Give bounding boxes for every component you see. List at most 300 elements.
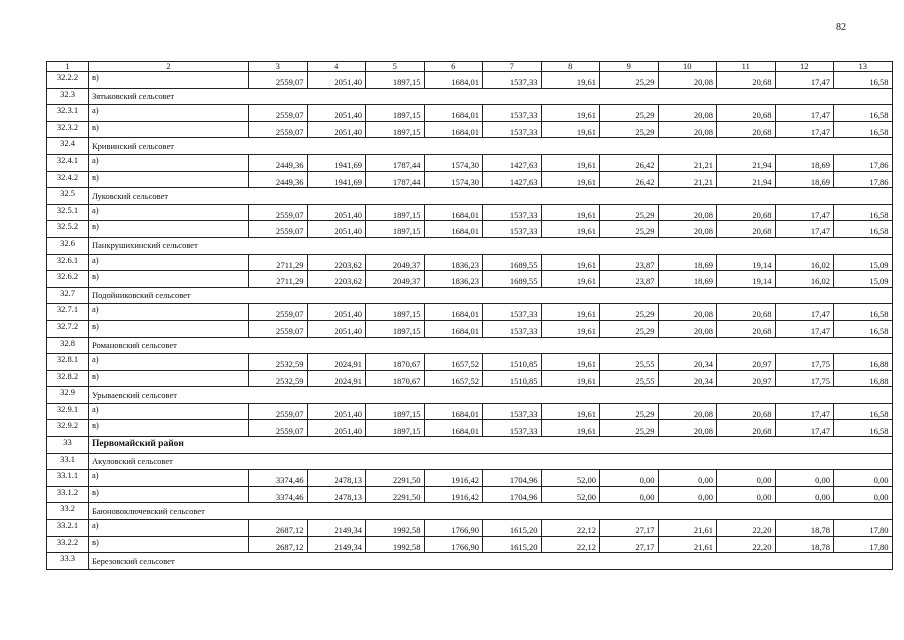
value-cell-col-10: 20,08	[658, 72, 717, 89]
table-header	[47, 62, 893, 72]
value-cell-col-8: 19,61	[541, 221, 600, 238]
value-cell-col-13: 15,09	[834, 271, 893, 288]
value-cell-col-10: 20,08	[658, 121, 717, 138]
value-cell-col-6: 1916,42	[424, 486, 483, 503]
value-cell-col-5: 1897,15	[366, 403, 425, 420]
value-cell-col-7: 1537,33	[483, 304, 542, 321]
value-cell-col-4: 1941,69	[307, 154, 366, 171]
value-cell-col-12: 17,47	[775, 304, 834, 321]
row-code: 32.7.1	[47, 304, 89, 321]
section-title: Подойниковский сельсовет	[89, 287, 893, 304]
value-cell-col-9: 25,29	[600, 420, 659, 437]
value-cell-col-12: 18,69	[775, 171, 834, 188]
value-cell-col-9: 25,29	[600, 121, 659, 138]
row-label: а)	[89, 154, 249, 171]
value-cell-col-7: 1615,20	[483, 520, 542, 537]
value-cell-col-8: 19,61	[541, 72, 600, 89]
row-label: в)	[89, 171, 249, 188]
row-label: а)	[89, 470, 249, 487]
value-cell-col-10: 21,21	[658, 154, 717, 171]
value-cell-col-7: 1427,63	[483, 171, 542, 188]
row-code: 32.8.2	[47, 370, 89, 387]
value-cell-col-5: 1787,44	[366, 154, 425, 171]
value-cell-col-7: 1615,20	[483, 536, 542, 553]
value-cell-col-3: 2687,12	[249, 520, 308, 537]
row-label: а)	[89, 254, 249, 271]
value-cell-col-6: 1836,23	[424, 254, 483, 271]
value-cell-col-11: 22,20	[717, 536, 776, 553]
table-row	[47, 520, 893, 537]
value-cell-col-10: 20,08	[658, 221, 717, 238]
value-cell-col-12: 18,69	[775, 154, 834, 171]
value-cell-col-12: 17,75	[775, 370, 834, 387]
value-cell-col-4: 1941,69	[307, 171, 366, 188]
row-label: а)	[89, 520, 249, 537]
value-cell-col-7: 1537,33	[483, 121, 542, 138]
value-cell-col-13: 17,80	[834, 520, 893, 537]
value-cell-col-12: 17,47	[775, 105, 834, 122]
value-cell-col-8: 19,61	[541, 370, 600, 387]
value-cell-col-6: 1684,01	[424, 72, 483, 89]
value-cell-col-7: 1510,85	[483, 370, 542, 387]
column-header-8: 8	[541, 62, 600, 72]
value-cell-col-10: 20,34	[658, 354, 717, 371]
value-cell-col-10: 20,08	[658, 204, 717, 221]
value-cell-col-11: 20,97	[717, 370, 776, 387]
value-cell-col-9: 25,55	[600, 370, 659, 387]
table-row	[47, 221, 893, 238]
value-cell-col-8: 19,61	[541, 171, 600, 188]
value-cell-col-5: 1992,58	[366, 536, 425, 553]
value-cell-col-13: 15,09	[834, 254, 893, 271]
value-cell-col-11: 20,68	[717, 72, 776, 89]
value-cell-col-7: 1537,33	[483, 403, 542, 420]
row-code: 32.4.2	[47, 171, 89, 188]
section-row	[47, 88, 893, 105]
value-cell-col-6: 1574,30	[424, 171, 483, 188]
row-code: 33.3	[47, 553, 89, 570]
value-cell-col-12: 18,78	[775, 520, 834, 537]
value-cell-col-12: 18,78	[775, 536, 834, 553]
value-cell-col-3: 2687,12	[249, 536, 308, 553]
value-cell-col-3: 2559,07	[249, 72, 308, 89]
value-cell-col-8: 19,61	[541, 320, 600, 337]
row-code: 32.4	[47, 138, 89, 155]
value-cell-col-3: 2711,29	[249, 254, 308, 271]
row-code: 32.6.1	[47, 254, 89, 271]
column-header-12: 12	[775, 62, 834, 72]
row-code: 32.6	[47, 237, 89, 254]
row-label: в)	[89, 536, 249, 553]
column-header-13: 13	[834, 62, 893, 72]
value-cell-col-8: 19,61	[541, 403, 600, 420]
value-cell-col-4: 2051,40	[307, 204, 366, 221]
value-cell-col-10: 21,21	[658, 171, 717, 188]
value-cell-col-5: 1992,58	[366, 520, 425, 537]
value-cell-col-4: 2149,34	[307, 536, 366, 553]
value-cell-col-5: 2291,50	[366, 470, 425, 487]
value-cell-col-8: 19,61	[541, 204, 600, 221]
value-cell-col-12: 0,00	[775, 486, 834, 503]
value-cell-col-12: 17,47	[775, 204, 834, 221]
value-cell-col-8: 19,61	[541, 154, 600, 171]
value-cell-col-5: 1897,15	[366, 304, 425, 321]
row-code: 32.3.2	[47, 121, 89, 138]
value-cell-col-11: 20,68	[717, 221, 776, 238]
value-cell-col-7: 1689,55	[483, 271, 542, 288]
value-cell-col-13: 16,88	[834, 354, 893, 371]
value-cell-col-13: 16,58	[834, 105, 893, 122]
value-cell-col-4: 2149,34	[307, 520, 366, 537]
value-cell-col-5: 1870,67	[366, 354, 425, 371]
value-cell-col-7: 1537,33	[483, 204, 542, 221]
value-cell-col-6: 1657,52	[424, 354, 483, 371]
section-title: Баюновоключевский сельсовет	[89, 503, 893, 520]
table-row	[47, 304, 893, 321]
value-cell-col-12: 17,47	[775, 121, 834, 138]
value-cell-col-3: 2449,36	[249, 171, 308, 188]
value-cell-col-6: 1684,01	[424, 221, 483, 238]
value-cell-col-9: 25,29	[600, 72, 659, 89]
value-cell-col-11: 20,68	[717, 403, 776, 420]
value-cell-col-12: 17,47	[775, 420, 834, 437]
section-title: Романовский сельсовет	[89, 337, 893, 354]
column-header-1: 1	[47, 62, 89, 72]
value-cell-col-7: 1537,33	[483, 72, 542, 89]
table-row	[47, 72, 893, 89]
row-code: 32.8.1	[47, 354, 89, 371]
value-cell-col-9: 25,29	[600, 105, 659, 122]
column-header-6: 6	[424, 62, 483, 72]
value-cell-col-5: 2291,50	[366, 486, 425, 503]
value-cell-col-3: 3374,46	[249, 486, 308, 503]
value-cell-col-11: 0,00	[717, 470, 776, 487]
value-cell-col-4: 2024,91	[307, 370, 366, 387]
section-row	[47, 237, 893, 254]
column-header-10: 10	[658, 62, 717, 72]
section-row	[47, 138, 893, 155]
value-cell-col-13: 16,58	[834, 420, 893, 437]
value-cell-col-8: 19,61	[541, 105, 600, 122]
section-title: Березовский сельсовет	[89, 553, 893, 570]
value-cell-col-10: 18,69	[658, 254, 717, 271]
row-code: 32.9.2	[47, 420, 89, 437]
value-cell-col-13: 17,86	[834, 154, 893, 171]
row-code: 33.1	[47, 453, 89, 470]
row-code: 33.2	[47, 503, 89, 520]
table-row	[47, 171, 893, 188]
row-code: 32.5.2	[47, 221, 89, 238]
table-row	[47, 403, 893, 420]
row-label: а)	[89, 204, 249, 221]
value-cell-col-11: 0,00	[717, 486, 776, 503]
value-cell-col-13: 16,58	[834, 221, 893, 238]
value-cell-col-4: 2051,40	[307, 420, 366, 437]
value-cell-col-7: 1537,33	[483, 221, 542, 238]
section-row	[47, 553, 893, 570]
value-cell-col-11: 20,68	[717, 105, 776, 122]
row-code: 33	[47, 437, 89, 454]
section-row	[47, 188, 893, 205]
value-cell-col-11: 19,14	[717, 271, 776, 288]
value-cell-col-12: 17,75	[775, 354, 834, 371]
value-cell-col-13: 16,58	[834, 403, 893, 420]
section-title: Зятьковский сельсовет	[89, 88, 893, 105]
value-cell-col-3: 2532,59	[249, 370, 308, 387]
row-label: в)	[89, 486, 249, 503]
section-row	[47, 453, 893, 470]
value-cell-col-3: 2532,59	[249, 354, 308, 371]
value-cell-col-3: 2559,07	[249, 320, 308, 337]
value-cell-col-10: 20,08	[658, 420, 717, 437]
value-cell-col-9: 25,55	[600, 354, 659, 371]
value-cell-col-13: 17,86	[834, 171, 893, 188]
row-code: 33.1.2	[47, 486, 89, 503]
section-title: Урываевский сельсовет	[89, 387, 893, 404]
table-row	[47, 420, 893, 437]
value-cell-col-11: 21,94	[717, 154, 776, 171]
value-cell-col-9: 23,87	[600, 271, 659, 288]
value-cell-col-6: 1684,01	[424, 105, 483, 122]
table-row	[47, 154, 893, 171]
table-row	[47, 486, 893, 503]
value-cell-col-5: 1897,15	[366, 204, 425, 221]
section-title: Акуловский сельсовет	[89, 453, 893, 470]
section-row	[47, 337, 893, 354]
value-cell-col-9: 27,17	[600, 536, 659, 553]
section-row	[47, 287, 893, 304]
value-cell-col-9: 27,17	[600, 520, 659, 537]
row-label: а)	[89, 304, 249, 321]
value-cell-col-11: 22,20	[717, 520, 776, 537]
value-cell-col-11: 20,68	[717, 121, 776, 138]
value-cell-col-8: 52,00	[541, 470, 600, 487]
value-cell-col-10: 20,08	[658, 105, 717, 122]
table-row	[47, 354, 893, 371]
table-row	[47, 254, 893, 271]
row-label: а)	[89, 354, 249, 371]
table-row	[47, 271, 893, 288]
value-cell-col-5: 1897,15	[366, 420, 425, 437]
value-cell-col-8: 19,61	[541, 304, 600, 321]
value-cell-col-13: 16,58	[834, 121, 893, 138]
row-label: в)	[89, 121, 249, 138]
value-cell-col-13: 0,00	[834, 486, 893, 503]
value-cell-col-7: 1704,96	[483, 486, 542, 503]
value-cell-col-11: 20,68	[717, 420, 776, 437]
value-cell-col-9: 25,29	[600, 204, 659, 221]
value-cell-col-11: 21,94	[717, 171, 776, 188]
value-cell-col-6: 1684,01	[424, 320, 483, 337]
value-cell-col-11: 20,68	[717, 320, 776, 337]
value-cell-col-13: 16,58	[834, 204, 893, 221]
value-cell-col-3: 2559,07	[249, 221, 308, 238]
row-label: а)	[89, 105, 249, 122]
row-code: 33.2.1	[47, 520, 89, 537]
row-code: 32.7.2	[47, 320, 89, 337]
value-cell-col-5: 2049,37	[366, 271, 425, 288]
row-code: 33.1.1	[47, 470, 89, 487]
value-cell-col-5: 1870,67	[366, 370, 425, 387]
row-code: 32.8	[47, 337, 89, 354]
value-cell-col-3: 2559,07	[249, 105, 308, 122]
value-cell-col-10: 20,34	[658, 370, 717, 387]
value-cell-col-10: 0,00	[658, 486, 717, 503]
row-code: 32.6.2	[47, 271, 89, 288]
column-header-4: 4	[307, 62, 366, 72]
value-cell-col-9: 25,29	[600, 403, 659, 420]
value-cell-col-12: 17,47	[775, 221, 834, 238]
row-code: 32.4.1	[47, 154, 89, 171]
value-cell-col-9: 0,00	[600, 486, 659, 503]
table-row	[47, 204, 893, 221]
value-cell-col-5: 2049,37	[366, 254, 425, 271]
value-cell-col-10: 20,08	[658, 304, 717, 321]
value-cell-col-6: 1684,01	[424, 204, 483, 221]
value-cell-col-9: 0,00	[600, 470, 659, 487]
value-cell-col-4: 2203,62	[307, 254, 366, 271]
value-cell-col-13: 0,00	[834, 470, 893, 487]
value-cell-col-4: 2051,40	[307, 72, 366, 89]
value-cell-col-5: 1897,15	[366, 105, 425, 122]
value-cell-col-8: 19,61	[541, 254, 600, 271]
value-cell-col-12: 0,00	[775, 470, 834, 487]
value-cell-col-7: 1689,55	[483, 254, 542, 271]
value-cell-col-8: 22,12	[541, 536, 600, 553]
tariff-table	[46, 61, 893, 570]
value-cell-col-4: 2051,40	[307, 121, 366, 138]
value-cell-col-7: 1537,33	[483, 105, 542, 122]
table-row	[47, 536, 893, 553]
value-cell-col-11: 20,68	[717, 204, 776, 221]
table-row	[47, 105, 893, 122]
section-row	[47, 437, 893, 454]
table-row	[47, 470, 893, 487]
value-cell-col-8: 19,61	[541, 271, 600, 288]
value-cell-col-3: 2711,29	[249, 271, 308, 288]
value-cell-col-6: 1836,23	[424, 271, 483, 288]
row-label: в)	[89, 72, 249, 89]
value-cell-col-7: 1704,96	[483, 470, 542, 487]
value-cell-col-5: 1787,44	[366, 171, 425, 188]
value-cell-col-4: 2051,40	[307, 105, 366, 122]
row-code: 32.5	[47, 188, 89, 205]
value-cell-col-4: 2051,40	[307, 403, 366, 420]
value-cell-col-12: 16,02	[775, 254, 834, 271]
value-cell-col-9: 26,42	[600, 154, 659, 171]
column-header-5: 5	[366, 62, 425, 72]
value-cell-col-10: 20,08	[658, 403, 717, 420]
column-header-3: 3	[249, 62, 308, 72]
row-label: в)	[89, 370, 249, 387]
value-cell-col-12: 17,47	[775, 72, 834, 89]
value-cell-col-5: 1897,15	[366, 72, 425, 89]
value-cell-col-8: 22,12	[541, 520, 600, 537]
value-cell-col-9: 25,29	[600, 304, 659, 321]
row-code: 32.5.1	[47, 204, 89, 221]
value-cell-col-4: 2024,91	[307, 354, 366, 371]
row-label: в)	[89, 420, 249, 437]
value-cell-col-4: 2051,40	[307, 304, 366, 321]
table-body	[47, 72, 893, 570]
value-cell-col-4: 2051,40	[307, 221, 366, 238]
table-row	[47, 121, 893, 138]
value-cell-col-13: 16,88	[834, 370, 893, 387]
value-cell-col-6: 1684,01	[424, 121, 483, 138]
value-cell-col-3: 2559,07	[249, 121, 308, 138]
value-cell-col-6: 1684,01	[424, 420, 483, 437]
section-title: Первомайский район	[89, 437, 893, 454]
value-cell-col-12: 17,47	[775, 320, 834, 337]
value-cell-col-6: 1684,01	[424, 403, 483, 420]
column-header-9: 9	[600, 62, 659, 72]
value-cell-col-6: 1766,90	[424, 536, 483, 553]
section-row	[47, 387, 893, 404]
value-cell-col-10: 21,61	[658, 520, 717, 537]
row-code: 32.3	[47, 88, 89, 105]
row-code: 32.3.1	[47, 105, 89, 122]
row-code: 33.2.2	[47, 536, 89, 553]
value-cell-col-7: 1510,85	[483, 354, 542, 371]
value-cell-col-12: 16,02	[775, 271, 834, 288]
value-cell-col-5: 1897,15	[366, 121, 425, 138]
value-cell-col-8: 52,00	[541, 486, 600, 503]
value-cell-col-3: 2559,07	[249, 420, 308, 437]
value-cell-col-5: 1897,15	[366, 320, 425, 337]
page-number: 82	[836, 22, 846, 33]
value-cell-col-4: 2203,62	[307, 271, 366, 288]
table-row	[47, 370, 893, 387]
value-cell-col-13: 16,58	[834, 304, 893, 321]
value-cell-col-11: 20,97	[717, 354, 776, 371]
value-cell-col-7: 1427,63	[483, 154, 542, 171]
value-cell-col-3: 2449,36	[249, 154, 308, 171]
value-cell-col-3: 2559,07	[249, 304, 308, 321]
value-cell-col-6: 1684,01	[424, 304, 483, 321]
value-cell-col-4: 2478,13	[307, 486, 366, 503]
value-cell-col-9: 23,87	[600, 254, 659, 271]
value-cell-col-11: 19,14	[717, 254, 776, 271]
column-header-11: 11	[717, 62, 776, 72]
value-cell-col-13: 16,58	[834, 320, 893, 337]
value-cell-col-12: 17,47	[775, 403, 834, 420]
value-cell-col-3: 3374,46	[249, 470, 308, 487]
value-cell-col-8: 19,61	[541, 420, 600, 437]
value-cell-col-6: 1916,42	[424, 470, 483, 487]
value-cell-col-8: 19,61	[541, 121, 600, 138]
row-code: 32.9	[47, 387, 89, 404]
value-cell-col-13: 17,80	[834, 536, 893, 553]
value-cell-col-4: 2051,40	[307, 320, 366, 337]
value-cell-col-10: 20,08	[658, 320, 717, 337]
value-cell-col-10: 18,69	[658, 271, 717, 288]
section-title: Панкрушихинский сельсовет	[89, 237, 893, 254]
value-cell-col-6: 1766,90	[424, 520, 483, 537]
table-row	[47, 320, 893, 337]
value-cell-col-13: 16,58	[834, 72, 893, 89]
row-code: 32.7	[47, 287, 89, 304]
value-cell-col-9: 25,29	[600, 320, 659, 337]
value-cell-col-10: 0,00	[658, 470, 717, 487]
section-title: Луковский сельсовет	[89, 188, 893, 205]
section-row	[47, 503, 893, 520]
row-code: 32.9.1	[47, 403, 89, 420]
row-label: в)	[89, 271, 249, 288]
row-label: в)	[89, 221, 249, 238]
value-cell-col-9: 26,42	[600, 171, 659, 188]
value-cell-col-3: 2559,07	[249, 204, 308, 221]
value-cell-col-5: 1897,15	[366, 221, 425, 238]
